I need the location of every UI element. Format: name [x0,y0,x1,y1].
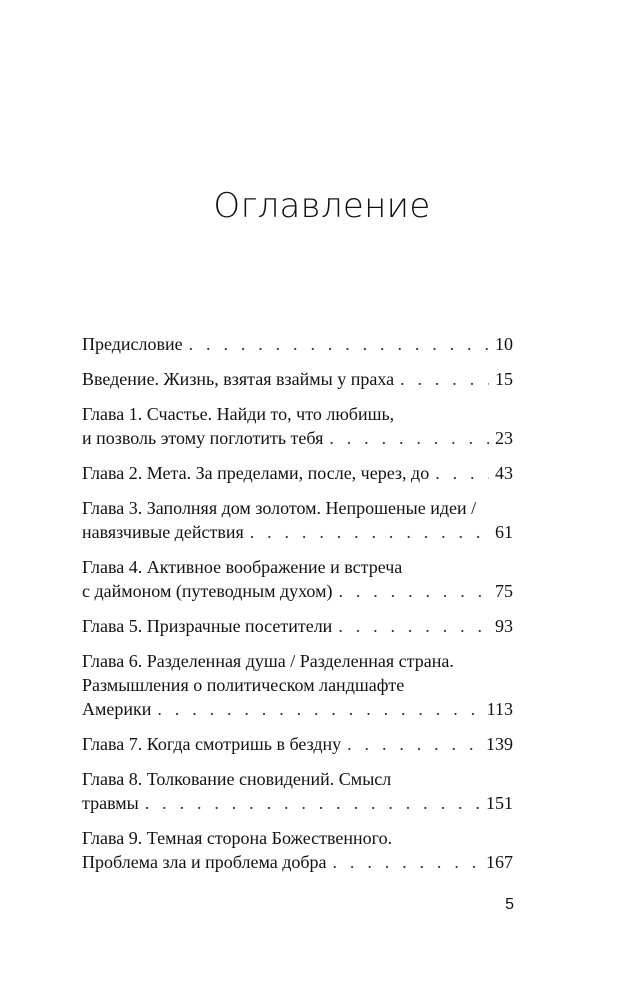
dot-leader [338,614,489,638]
table-of-contents [82,332,513,885]
toc-entry-page: 167 [486,852,513,872]
toc-entry-page: 151 [486,793,513,813]
toc-entry-line [82,697,513,721]
dot-leader [250,520,489,544]
dot-leader [435,461,489,485]
toc-entry-page: 113 [486,699,513,719]
toc-entry-page: 93 [495,616,513,636]
toc-entry-line [82,649,513,673]
toc-entry-line [82,579,513,603]
toc-entry [82,555,513,603]
toc-entry-text: Америки [82,699,152,719]
toc-entry-text: Глава 2. Мета. За пределами, после, через, до [82,463,430,483]
toc-entry-text: Глава 1. Счастье. Найди то, что любишь, [82,404,395,424]
toc-entry-line [82,732,513,756]
toc-entry-line [82,332,513,356]
toc-entry-text: Глава 3. Заполняя дом золотом. Непрошеные идеи / [82,498,477,518]
toc-entry-line [82,496,513,520]
dot-leader [329,426,489,450]
toc-entry-text: Глава 7. Когда смотришь в бездну [82,734,342,754]
toc-entry-page: 43 [495,463,513,483]
toc-entry-page: 61 [495,522,513,542]
toc-entry-text: травмы [82,793,139,813]
toc-entry [82,826,513,874]
toc-entry [82,332,513,356]
toc-entry-line [82,791,513,815]
toc-entry-text: Глава 4. Активное воображение и встреча [82,557,403,577]
toc-entry [82,496,513,544]
toc-entry-page: 75 [495,581,513,601]
toc-entry-page: 139 [486,734,513,754]
toc-entry-text: Глава 6. Разделенная душа / Разделенная страна. [82,651,454,671]
toc-entry [82,367,513,391]
toc-entry-page: 15 [495,369,513,389]
dot-leader [400,367,489,391]
toc-entry [82,732,513,756]
toc-entry-text: и позволь этому поглотить тебя [82,428,324,448]
toc-entry [82,767,513,815]
toc-entry-text: Проблема зла и проблема добра [82,852,327,872]
toc-entry-line [82,520,513,544]
dot-leader [347,732,480,756]
dot-leader [145,791,480,815]
toc-entry-text: Предисловие [82,334,183,354]
page-title: Оглавление [213,186,431,226]
toc-entry [82,649,513,721]
toc-entry-line [82,426,513,450]
page-number: 5 [505,896,514,913]
dot-leader [333,850,480,874]
toc-entry-text: Глава 8. Толкование сновидений. Смысл [82,769,392,789]
dot-leader [157,697,480,721]
toc-entry-page: 10 [495,334,513,354]
toc-entry-line [82,555,513,579]
toc-entry-line [82,367,513,391]
toc-entry-line [82,402,513,426]
toc-entry-page: 23 [495,428,513,448]
toc-entry-line [82,850,513,874]
toc-entry-line [82,461,513,485]
toc-entry-line [82,614,513,638]
toc-entry-text: Глава 9. Темная сторона Божественного. [82,828,393,848]
dot-leader [189,332,489,356]
toc-entry [82,402,513,450]
toc-entry-line [82,767,513,791]
toc-entry-line [82,826,513,850]
dot-leader [338,579,489,603]
toc-entry [82,614,513,638]
toc-entry [82,461,513,485]
toc-entry-text: Глава 5. Призрачные посетители [82,616,333,636]
toc-entry-text: навязчивые действия [82,522,244,542]
toc-entry-text: Размышления о политическом ландшафте [82,675,405,695]
toc-entry-line [82,673,513,697]
toc-entry-text: с даймоном (путеводным духом) [82,581,333,601]
toc-entry-text: Введение. Жизнь, взятая взаймы у праха [82,369,395,389]
